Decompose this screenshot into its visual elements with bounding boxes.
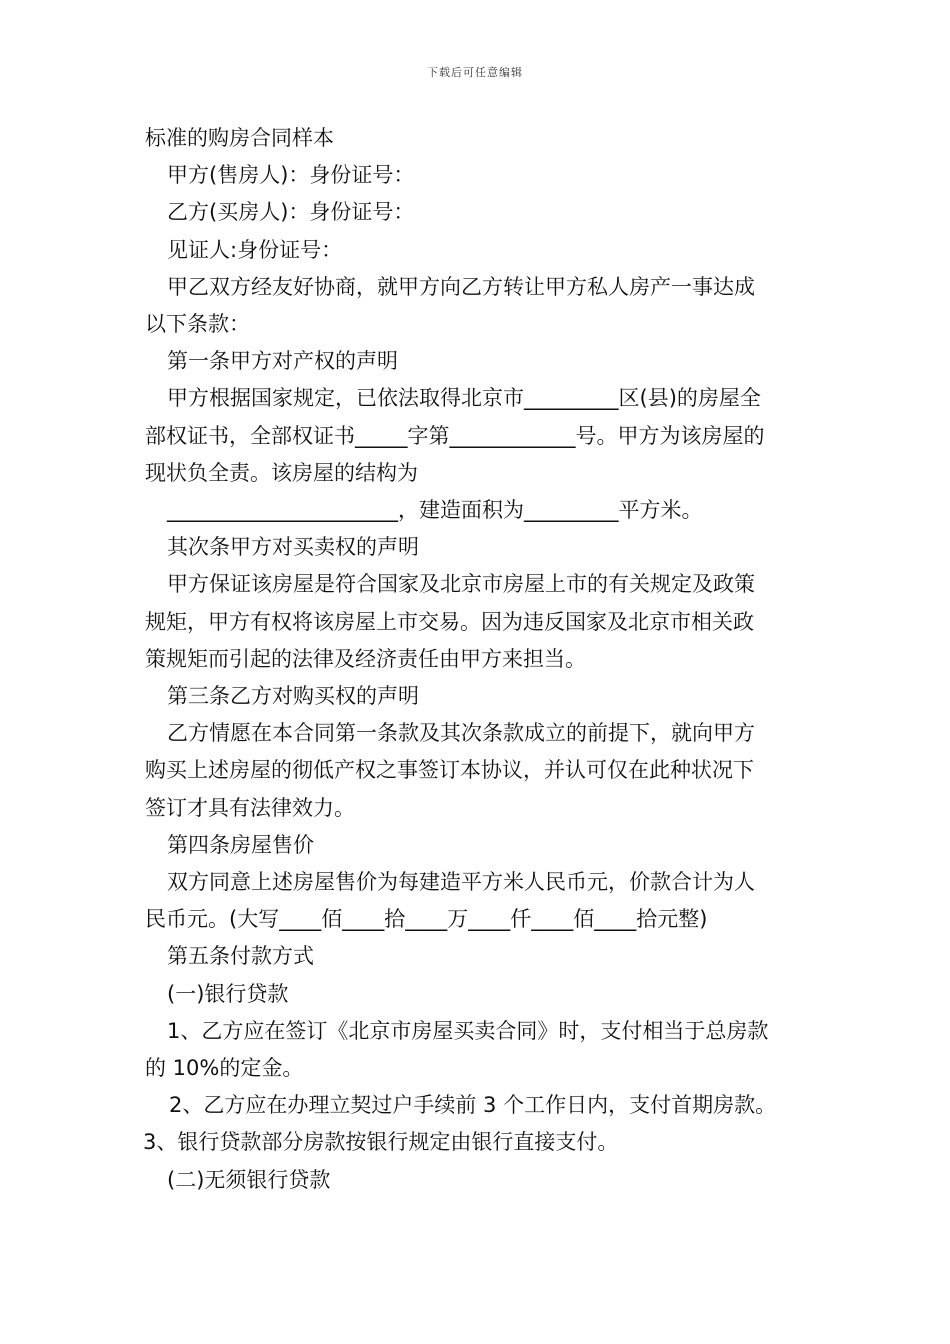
witness-line: 见证人:身份证号： bbox=[167, 237, 343, 262]
article-body-line: 甲方根据国家规定，已依法取得北京市_________区(县)的房屋全 bbox=[167, 386, 761, 411]
article-heading: 第三条乙方对购买权的声明 bbox=[167, 684, 419, 709]
document-title: 标准的购房合同样本 bbox=[145, 126, 334, 150]
article-body-line: 乙方情愿在本合同第一条款及其次条款成立的前提下，就向甲方 bbox=[167, 721, 755, 746]
contract-document bbox=[145, 120, 825, 1199]
article-heading: 第五条付款方式 bbox=[167, 944, 314, 969]
preamble-line: 以下条款： bbox=[145, 312, 250, 337]
article-body-line: 策规矩而引起的法律及经济责任由甲方来担当。 bbox=[145, 646, 586, 671]
article-body-line: 民币元。(大写____佰____拾____万____仟____佰____拾元整) bbox=[145, 907, 708, 932]
clause-line: 3、银行贷款部分房款按银行规定由银行直接支付。 bbox=[143, 1130, 619, 1155]
article-heading: 第一条甲方对产权的声明 bbox=[167, 349, 398, 374]
party-b-line: 乙方(买房人)：身份证号： bbox=[167, 200, 415, 225]
party-a-line: 甲方(售房人)：身份证号： bbox=[167, 163, 415, 188]
article-heading: 第四条房屋售价 bbox=[167, 832, 314, 857]
article-body-line: 购买上述房屋的彻低产权之事签订本协议，并认可仅在此种状况下 bbox=[145, 758, 754, 783]
article-body-line: 规矩，甲方有权将该房屋上市交易。因为违反国家及北京市相关政 bbox=[145, 609, 754, 634]
clause-line: 1、乙方应在签订《北京市房屋买卖合同》时，支付相当于总房款 bbox=[167, 1018, 769, 1043]
article-heading: 其次条甲方对买卖权的声明 bbox=[167, 535, 419, 560]
clause-line: 2、乙方应在办理立契过户手续前 3 个工作日内，支付首期房款。 bbox=[169, 1093, 777, 1118]
preamble-line: 甲乙双方经友好协商，就甲方向乙方转让甲方私人房产一事达成 bbox=[167, 274, 755, 299]
article-body-line: 现状负全责。该房屋的结构为 bbox=[145, 460, 418, 485]
article-body-line: 部权证书，全部权证书_____字第____________号。甲方为该房屋的 bbox=[145, 423, 765, 448]
article-body-line: 甲方保证该房屋是符合国家及北京市房屋上市的有关规定及政策 bbox=[167, 572, 755, 597]
article-body-line: 双方同意上述房屋售价为每建造平方米人民币元，价款合计为人 bbox=[167, 870, 755, 895]
article-body-line: ______________________，建造面积为_________平方米。 bbox=[167, 498, 703, 523]
page-header-note: 下载后可任意编辑 bbox=[427, 66, 523, 79]
subsection-heading: (二)无须银行贷款 bbox=[167, 1167, 331, 1192]
article-body-line: 签订才具有法律效力。 bbox=[145, 795, 355, 820]
clause-line: 的 10%的定金。 bbox=[145, 1056, 304, 1081]
subsection-heading: (一)银行贷款 bbox=[167, 981, 289, 1006]
